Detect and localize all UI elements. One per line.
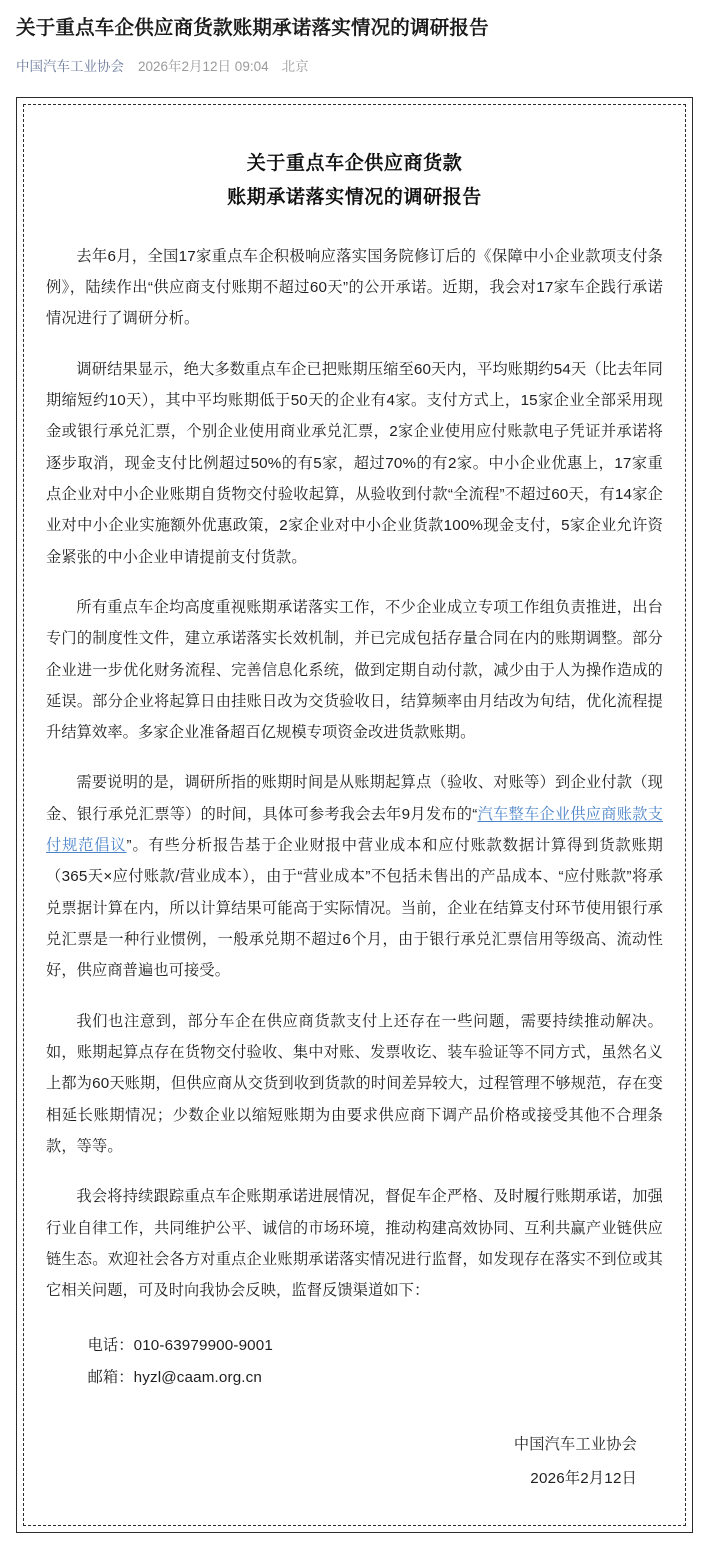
paragraph-3: 所有重点车企均高度重视账期承诺落实工作，不少企业成立专项工作组负责推进，出台专门的制度性文件，建立承诺落实长效机制，并已完成包括存量合同在内的账期调整。部分企业进一步优化财务流程、完善信息化系统，做到定期自动付款，减少由于人为操作造成的延误。部分企业将起算日由挂账日改为交货验收日，结算频率由月结改为旬结，优化流程提升结算效率。多家企业准备超百亿规模专项资金改进货款账期。 xyxy=(46,598,663,742)
document-body xyxy=(46,241,663,1495)
article-location: 北京 xyxy=(281,59,309,75)
paragraph-5: 我们也注意到，部分车企在供应商货款支付上还存在一些问题，需要持续推动解决。如，账期起算点存在货物交付验收、集中对账、发票收讫、装车验证等不同方式，虽然名义上都为60天账期，但供应商从交货到收到货款的时间差异较大，过程管理不够规范，存在变相延长账期情况；少数企业以缩短账期为由要求供应商下调产品价格或接受其他不合理条款，等等。 xyxy=(46,1012,663,1155)
paragraph-1: 去年6月，全国17家重点车企积极响应落实国务院修订后的《保障中小企业款项支付条例》，陆续作出“供应商支付账期不超过60天”的公开承诺。近期，我会对17家车企践行承诺情况进行了调研分析。 xyxy=(46,247,663,328)
document-title-line-1: 关于重点车企供应商货款 xyxy=(246,153,463,175)
article-source[interactable]: 中国汽车工业协会 xyxy=(16,59,124,75)
contact-phone: 电话：010-63979900-9001 xyxy=(87,1337,273,1355)
signature-block xyxy=(46,1428,663,1495)
paragraph-4 xyxy=(46,767,663,986)
paragraph-6: 我会将持续跟踪重点车企账期承诺进展情况，督促车企严格、及时履行账期承诺，加强行业自律工作，共同维护公平、诚信的市场环境，推动构建高效协同、互利共赢产业链供应链生态。欢迎社会各方对重点企业账期承诺落实情况进行监督，如发现存在落实不到位或其它相关问题，可及时向我协会反映，监督反馈渠道如下： xyxy=(46,1188,663,1300)
article-header xyxy=(0,0,709,77)
contact-email: 邮箱：hyzl@caam.org.cn xyxy=(87,1369,263,1387)
signature-organization: 中国汽车工业协会 xyxy=(513,1436,637,1454)
page-title: 关于重点车企供应商货款账期承诺落实情况的调研报告 xyxy=(16,17,489,39)
contact-block xyxy=(46,1330,663,1394)
signature-date: 2026年2月12日 xyxy=(530,1469,637,1487)
document-frame-inner xyxy=(23,104,686,1526)
document-title xyxy=(46,147,663,215)
paragraph-4-text-after-link: ”。有些分析报告基于企业财报中营业成本和应付账款数据计算得到货款账期（365天×应付账款/营业成本），由于“营业成本”不包括未售出的产品成本、“应付账款”将承兑票据计算在内，所以计算结果可能高于实际情况。当前，企业在结算支付环节使用银行承兑汇票是一种行业惯例，一般承兑期不超过6个月，由于银行承兑汇票信用等级高、流动性好，供应商普遍也可接受。 xyxy=(46,837,663,980)
initiative-document-link[interactable]: 汽车整车企业供应商账款支付规范倡议 xyxy=(46,805,663,855)
document-frame xyxy=(16,97,693,1533)
paragraph-4-text-before-link: 需要说明的是，调研所指的账期时间是从账期起算点（验收、对账等）到企业付款（现金、银行承兑汇票等）的时间，具体可参考我会去年9月发布的“ xyxy=(46,774,663,823)
document-title-line-2: 账期承诺落实情况的调研报告 xyxy=(227,186,482,208)
paragraph-2: 调研结果显示，绝大多数重点车企已把账期压缩至60天内，平均账期约54天（比去年同期缩短约10天），其中平均账期低于50天的企业有4家。支付方式上，15家企业全部采用现金或银行承兑汇票，个别企业使用商业承兑汇票，2家企业使用应付账款电子凭证并承诺将逐步取消，现金支付比例超过50%的有5家，超过70%的有2家。中小企业优惠上，17家重点企业对中小企业账期自货物交付验收起算，从验收到付款“全流程”不超过60天，有14家企业对中小企业实施额外优惠政策，2家企业对中小企业货款100%现金支付，5家企业允许资金紧张的中小企业申请提前支付货款。 xyxy=(46,360,663,566)
article-meta xyxy=(16,58,693,77)
article-timestamp: 2026年2月12日 09:04 xyxy=(138,59,269,75)
